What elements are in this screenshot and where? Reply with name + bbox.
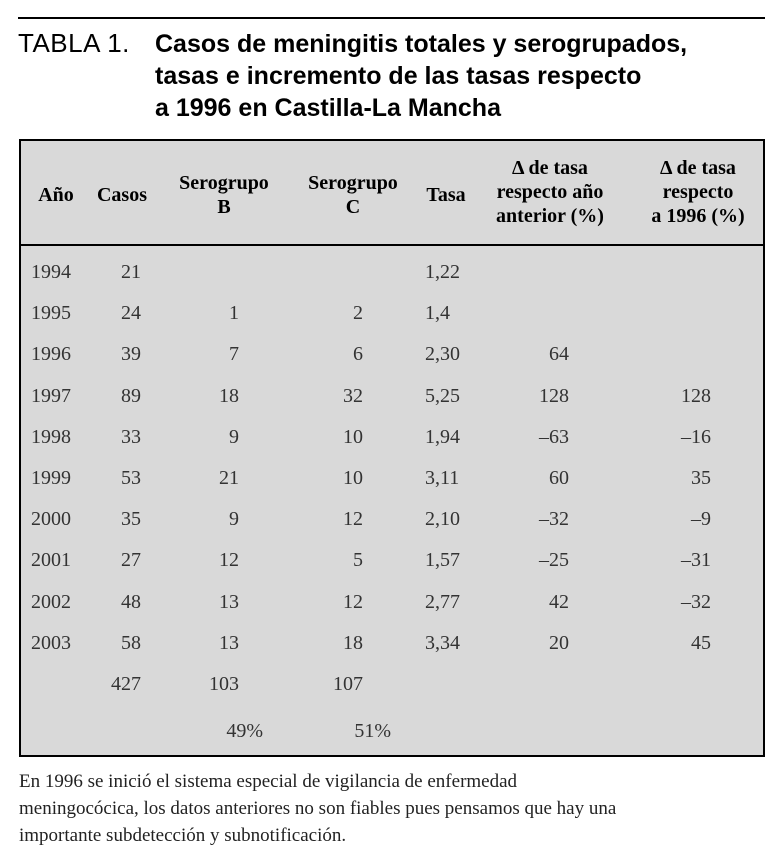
- cell-year: 2001: [31, 549, 71, 571]
- cell-cases: 48: [121, 591, 141, 613]
- header-cases: Casos: [96, 184, 147, 206]
- cell-serogroup-b: 9: [229, 426, 239, 448]
- cell-cases: 21: [121, 261, 141, 283]
- cell-serogroup-b: 13: [219, 632, 239, 654]
- cell-serogroup-b: 12: [219, 549, 239, 571]
- cell-serogroup-b: 1: [229, 302, 239, 324]
- cell-rate: 2,30: [425, 343, 460, 365]
- cell-serogroup-b: 7: [229, 343, 239, 365]
- cell-delta-previous-year: –63: [539, 426, 569, 448]
- cell-delta-1996: –9: [691, 508, 711, 530]
- total-serogroup-c: 107: [333, 673, 363, 695]
- cell-serogroup-c: 12: [343, 508, 363, 530]
- table-number: TABLA 1.: [18, 28, 130, 58]
- cell-delta-previous-year: 60: [549, 467, 569, 489]
- top-rule: [18, 17, 765, 19]
- cell-rate: 5,25: [425, 385, 460, 407]
- cell-delta-previous-year: 42: [549, 591, 569, 613]
- header-serogroup-c: Serogrupo C: [308, 172, 398, 218]
- cell-rate: 1,57: [425, 549, 460, 571]
- cell-serogroup-b: 21: [219, 467, 239, 489]
- cell-year: 1998: [31, 426, 71, 448]
- cell-serogroup-c: 6: [353, 343, 363, 365]
- footnote-line: En 1996 se inició el sistema especial de vigilancia de enfermedad: [19, 771, 518, 792]
- header-rule: [21, 244, 763, 246]
- caption-line: tasas e incremento de las tasas respecto: [155, 62, 642, 90]
- cell-delta-previous-year: 128: [539, 385, 569, 407]
- cell-year: 2000: [31, 508, 71, 530]
- header-serogroup-b: Serogrupo B: [179, 172, 269, 218]
- cell-cases: 58: [121, 632, 141, 654]
- percent-serogroup-c: 51%: [354, 720, 391, 742]
- footnote-line: meningocócica, los datos anteriores no son fiables pues pensamos que hay una: [19, 798, 617, 819]
- cell-year: 1995: [31, 302, 71, 324]
- cell-cases: 24: [121, 302, 141, 324]
- cell-cases: 89: [121, 385, 141, 407]
- cell-rate: 3,34: [425, 632, 460, 654]
- percent-serogroup-b: 49%: [226, 720, 263, 742]
- cell-serogroup-c: 5: [353, 549, 363, 571]
- footnote-line: importante subdetección y subnotificación.: [19, 825, 347, 846]
- cell-delta-previous-year: 20: [549, 632, 569, 654]
- cell-serogroup-c: 12: [343, 591, 363, 613]
- header-year: Año: [38, 184, 74, 206]
- cell-delta-previous-year: –25: [539, 549, 569, 571]
- cell-rate: 1,94: [425, 426, 460, 448]
- cell-serogroup-c: 10: [343, 426, 363, 448]
- cell-year: 2002: [31, 591, 71, 613]
- cell-rate: 1,22: [425, 261, 460, 283]
- data-table: [19, 139, 765, 757]
- cell-cases: 35: [121, 508, 141, 530]
- cell-year: 2003: [31, 632, 71, 654]
- caption-line: Casos de meningitis totales y serogrupados,: [155, 30, 688, 58]
- total-cases: 427: [111, 673, 141, 695]
- total-serogroup-b: 103: [209, 673, 239, 695]
- cell-delta-1996: 35: [691, 467, 711, 489]
- cell-rate: 2,10: [425, 508, 460, 530]
- cell-serogroup-c: 2: [353, 302, 363, 324]
- table-caption: [155, 28, 765, 124]
- header-delta-previous-year: Δ de tasa respecto año anterior (%): [496, 157, 604, 227]
- cell-delta-1996: –31: [681, 549, 711, 571]
- header-rate: Tasa: [426, 184, 466, 206]
- table-footnote: [19, 768, 764, 849]
- cell-serogroup-b: 9: [229, 508, 239, 530]
- cell-cases: 39: [121, 343, 141, 365]
- cell-serogroup-c: 32: [343, 385, 363, 407]
- cell-delta-1996: –32: [681, 591, 711, 613]
- cell-delta-1996: 128: [681, 385, 711, 407]
- cell-serogroup-b: 18: [219, 385, 239, 407]
- cell-delta-1996: 45: [691, 632, 711, 654]
- cell-year: 1994: [31, 261, 71, 283]
- cell-cases: 33: [121, 426, 141, 448]
- cell-delta-previous-year: 64: [549, 343, 569, 365]
- cell-rate: 3,11: [425, 467, 460, 489]
- cell-year: 1999: [31, 467, 71, 489]
- cell-rate: 2,77: [425, 591, 460, 613]
- cell-cases: 27: [121, 549, 141, 571]
- cell-cases: 53: [121, 467, 141, 489]
- cell-serogroup-c: 18: [343, 632, 363, 654]
- cell-delta-previous-year: –32: [539, 508, 569, 530]
- cell-year: 1996: [31, 343, 71, 365]
- header-delta-1996: Δ de tasa respecto a 1996 (%): [651, 157, 745, 227]
- cell-serogroup-c: 10: [343, 467, 363, 489]
- cell-year: 1997: [31, 385, 71, 407]
- cell-delta-1996: –16: [681, 426, 711, 448]
- cell-serogroup-b: 13: [219, 591, 239, 613]
- caption-line: a 1996 en Castilla-La Mancha: [155, 94, 501, 122]
- cell-rate: 1,4: [425, 302, 450, 324]
